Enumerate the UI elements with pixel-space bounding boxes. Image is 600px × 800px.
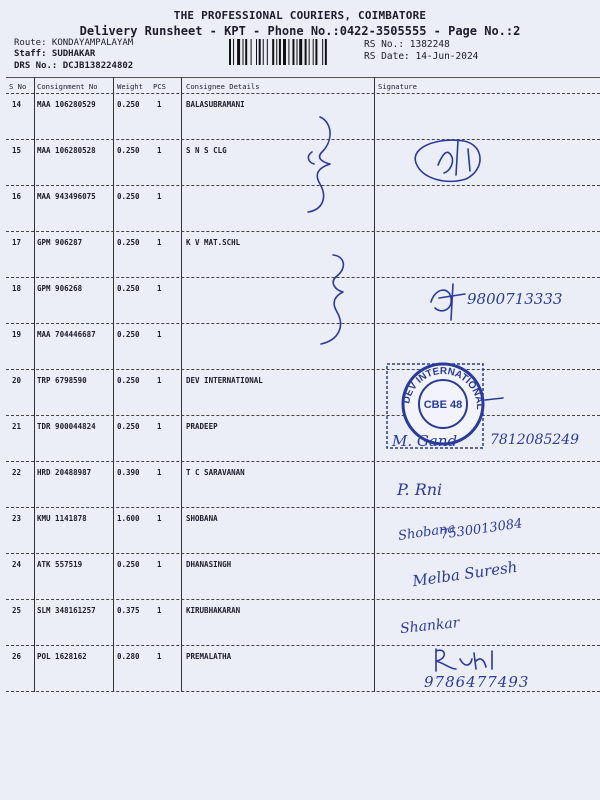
row-sno: 19 <box>12 330 22 339</box>
row-consignment: MAA 106280529 <box>37 100 96 109</box>
row-weight: 0.250 <box>117 146 140 155</box>
row-weight: 1.600 <box>117 514 140 523</box>
handwritten-pradeep: P. Rni <box>397 480 443 499</box>
row-sno: 15 <box>12 146 22 155</box>
runsheet-table <box>6 77 600 692</box>
row-consignee: KIRUBHAKARAN <box>186 606 241 615</box>
row-weight: 0.250 <box>117 560 140 569</box>
header-sno: S No <box>9 82 27 91</box>
barcode <box>229 39 357 65</box>
row-pcs: 1 <box>157 284 162 293</box>
row-weight: 0.250 <box>117 100 140 109</box>
table-top-rule <box>6 77 600 78</box>
row-weight: 0.250 <box>117 422 140 431</box>
stamp-name: DEV INTERNATIONAL <box>401 365 486 410</box>
row-separator <box>6 691 600 692</box>
row-consignment: POL 1628162 <box>37 652 87 661</box>
row-weight: 0.280 <box>117 652 140 661</box>
row-consignment: MAA 943496075 <box>37 192 96 201</box>
row-consignee: PRADEEP <box>186 422 218 431</box>
row-consignee: K V MAT.SCHL <box>186 238 241 247</box>
row-consignment: KMU 1141878 <box>37 514 87 523</box>
row-sno: 21 <box>12 422 22 431</box>
runsheet-subtitle: Delivery Runsheet - KPT - Phone No.:0422-3505555 - Page No.:2 <box>79 24 521 38</box>
table-row <box>6 186 600 232</box>
rs-date: RS Date: 14-Jun-2024 <box>364 51 479 62</box>
row-weight: 0.375 <box>117 606 140 615</box>
handwritten-name-m: M. Gand <box>392 432 458 450</box>
row-consignee: T C SARAVANAN <box>186 468 245 477</box>
header-consignment: Consignment No <box>37 82 98 91</box>
row-consignment: MAA 106280528 <box>37 146 96 155</box>
handwritten-phone-4: 9786477493 <box>424 673 530 691</box>
header-weight: Weight <box>117 82 143 91</box>
row-sno: 22 <box>12 468 22 477</box>
row-consignment: TRP 6798590 <box>37 376 87 385</box>
stamp-code: CBE 48 <box>423 399 463 411</box>
row-pcs: 1 <box>157 146 162 155</box>
row-sno: 25 <box>12 606 22 615</box>
row-pcs: 1 <box>157 468 162 477</box>
header-signature: Signature <box>378 82 417 91</box>
row-pcs: 1 <box>157 330 162 339</box>
row-consignee: SHOBANA <box>186 514 218 523</box>
row-sno: 20 <box>12 376 22 385</box>
row-pcs: 1 <box>157 376 162 385</box>
row-consignee: DHANASINGH <box>186 560 232 569</box>
row-consignment: HRD 20488987 <box>37 468 92 477</box>
route-label: Route: KONDAYAMPALAYAM <box>14 38 134 48</box>
row-pcs: 1 <box>157 238 162 247</box>
handwritten-shankar: Shankar <box>399 614 461 638</box>
table-row <box>6 600 600 646</box>
header-pcs: PCS <box>153 82 166 91</box>
row-pcs: 1 <box>157 514 162 523</box>
row-consignee: PREMALATHA <box>186 652 232 661</box>
row-weight: 0.390 <box>117 468 140 477</box>
row-weight: 0.250 <box>117 284 140 293</box>
table-row <box>6 94 600 140</box>
row-pcs: 1 <box>157 422 162 431</box>
table-row <box>6 324 600 370</box>
handwritten-phone-2: 7812085249 <box>490 432 580 448</box>
row-consignment: TDR 900044824 <box>37 422 96 431</box>
table-row <box>6 232 600 278</box>
drs-number: DRS No.: DCJB138224802 <box>14 61 134 71</box>
row-pcs: 1 <box>157 560 162 569</box>
row-sno: 23 <box>12 514 22 523</box>
row-consignment: MAA 704446687 <box>37 330 96 339</box>
header-consignee: Consignee Details <box>186 82 260 91</box>
row-pcs: 1 <box>157 606 162 615</box>
row-consignment: SLM 348161257 <box>37 606 96 615</box>
handwritten-phone-1: 9800713333 <box>467 290 563 308</box>
handwritten-phone-3: 7530013084 <box>439 516 524 543</box>
row-sno: 14 <box>12 100 22 109</box>
row-weight: 0.250 <box>117 330 140 339</box>
row-sno: 17 <box>12 238 22 247</box>
row-consignee: BALASUBRAMANI <box>186 100 245 109</box>
table-row <box>6 462 600 508</box>
row-weight: 0.250 <box>117 376 140 385</box>
company-title: THE PROFESSIONAL COURIERS, COIMBATORE <box>173 9 427 22</box>
rs-number: RS No.: 1382248 <box>364 39 450 50</box>
handwritten-shobana: Shobana <box>397 521 457 544</box>
row-consignment: GPM 906287 <box>37 238 83 247</box>
table-row <box>6 370 600 416</box>
row-consignment: ATK 557519 <box>37 560 83 569</box>
handwritten-melba: Melba Suresh <box>411 557 519 591</box>
row-sno: 26 <box>12 652 22 661</box>
table-header <box>6 79 600 93</box>
row-weight: 0.250 <box>117 192 140 201</box>
row-sno: 18 <box>12 284 22 293</box>
row-consignment: GPM 906268 <box>37 284 83 293</box>
row-sno: 24 <box>12 560 22 569</box>
row-sno: 16 <box>12 192 22 201</box>
row-pcs: 1 <box>157 652 162 661</box>
table-row <box>6 140 600 186</box>
row-pcs: 1 <box>157 100 162 109</box>
row-consignee: S N S CLG <box>186 146 227 155</box>
staff-label: Staff: SUDHAKAR <box>14 49 96 59</box>
row-weight: 0.250 <box>117 238 140 247</box>
row-pcs: 1 <box>157 192 162 201</box>
row-consignee: DEV INTERNATIONAL <box>186 376 263 385</box>
